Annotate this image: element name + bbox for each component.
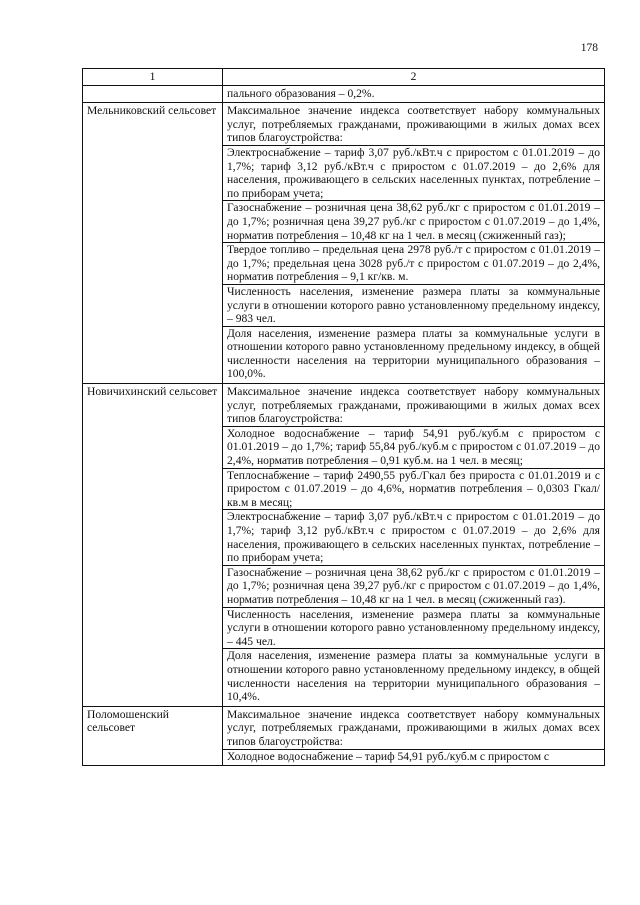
index-description — [223, 103, 605, 384]
index-description — [223, 384, 605, 707]
description-paragraph: Доля населения, изменение размера платы за коммунальные услуги в отношении которого равно установленному предельному индексу, в общей численности населения на территории муниципального образования – 100,0%. — [223, 326, 604, 381]
indices-table — [82, 68, 605, 766]
description-paragraph: Холодное водоснабжение – тариф 54,91 руб./куб.м с приростом с 01.01.2019 – до 1,7%; тариф 55,84 руб./куб.м с приростом с 01.07.2019 – до 2,4%, норматив потребления – 0,91 куб.м. на 1 чел. в месяц; — [223, 426, 604, 468]
municipality-name: Новичихинский сельсовет — [83, 384, 223, 707]
table-row — [83, 85, 605, 103]
description-paragraph: пального образования – 0,2%. — [227, 86, 375, 100]
description-paragraph: Максимальное значение индекса соответствует набору коммунальных услуг, потребляемых гражданами, проживающими в жилых домах всех типов благоустройства: — [227, 104, 600, 145]
table-row — [83, 103, 605, 384]
municipality-name: Поломошенский сельсовет — [83, 706, 223, 765]
municipality-name: Мельниковский сельсовет — [83, 103, 223, 384]
description-paragraph: Холодное водоснабжение – тариф 54,91 руб./куб.м с приростом с — [223, 749, 604, 764]
index-description — [223, 85, 605, 103]
description-paragraph: Численность населения, изменение размера платы за коммунальные услуги в отношении которого равно установленному предельному индексу, – 445 чел. — [223, 607, 604, 649]
description-paragraph: Численность населения, изменение размера платы за коммунальные услуги в отношении которого равно установленному предельному индексу, – 983 чел. — [223, 284, 604, 326]
table-row — [83, 384, 605, 707]
page-number: 178 — [580, 42, 598, 54]
description-paragraph: Максимальное значение индекса соответствует набору коммунальных услуг, потребляемых гражданами, проживающими в жилых домах всех типов благоустройства: — [227, 707, 600, 748]
description-paragraph: Газоснабжение – розничная цена 38,62 руб./кг с приростом с 01.01.2019 – до 1,7%; розничная цена 39,27 руб./кг с приростом с 01.07.2019 – до 1,4%, норматив потребления – 10,48 кг на 1 чел. в месяц (сжиженный газ); — [223, 200, 604, 242]
description-paragraph: Электроснабжение – тариф 3,07 руб./кВт.ч с приростом с 01.01.2019 – до 1,7%; тариф 3,12 руб./кВт.ч с приростом с 01.07.2019 – до 2,6% для населения, проживающего в сельских населенных пунктах, потребление – по приборам учета; — [223, 509, 604, 564]
table-header-row — [83, 69, 605, 86]
municipality-name — [83, 85, 223, 103]
description-paragraph: Электроснабжение – тариф 3,07 руб./кВт.ч с приростом с 01.01.2019 – до 1,7%; тариф 3,12 руб./кВт.ч с приростом с 01.07.2019 – до 2,6% для населения, проживающего в сельских населенных пунктах, потребление – по приборам учета; — [223, 145, 604, 200]
description-paragraph: Теплоснабжение – тариф 2490,55 руб./Гкал без прироста с 01.01.2019 и с приростом с 01.07.2019 – до 4,6%, норматив потребления – 0,0303 Гкал/кв.м в месяц; — [223, 468, 604, 510]
table-row — [83, 706, 605, 765]
table-body — [83, 85, 605, 766]
column-header-2: 2 — [223, 69, 605, 86]
description-paragraph: Доля населения, изменение размера платы за коммунальные услуги в отношении которого равно установленному предельному индексу, в общей численности населения на территории муниципального образования – 10,4%. — [223, 648, 604, 703]
description-paragraph: Максимальное значение индекса соответствует набору коммунальных услуг, потребляемых гражданами, проживающими в жилых домах всех типов благоустройства: — [227, 385, 600, 426]
column-header-1: 1 — [83, 69, 223, 86]
description-paragraph: Твердое топливо – предельная цена 2978 руб./т с приростом с 01.01.2019 – до 1,7%; предельная цена 3028 руб./т с приростом с 01.07.2019 – до 2,4%, норматив потребления – 9,1 кг/кв. м. — [223, 242, 604, 284]
index-description — [223, 706, 605, 765]
description-paragraph: Газоснабжение – розничная цена 38,62 руб./кг с приростом с 01.01.2019 – до 1,7%; розничная цена 39,27 руб./кг с приростом с 01.07.2019 – до 1,4%, норматив потребления – 10,48 кг на 1 чел. в месяц (сжиженный газ). — [223, 565, 604, 607]
